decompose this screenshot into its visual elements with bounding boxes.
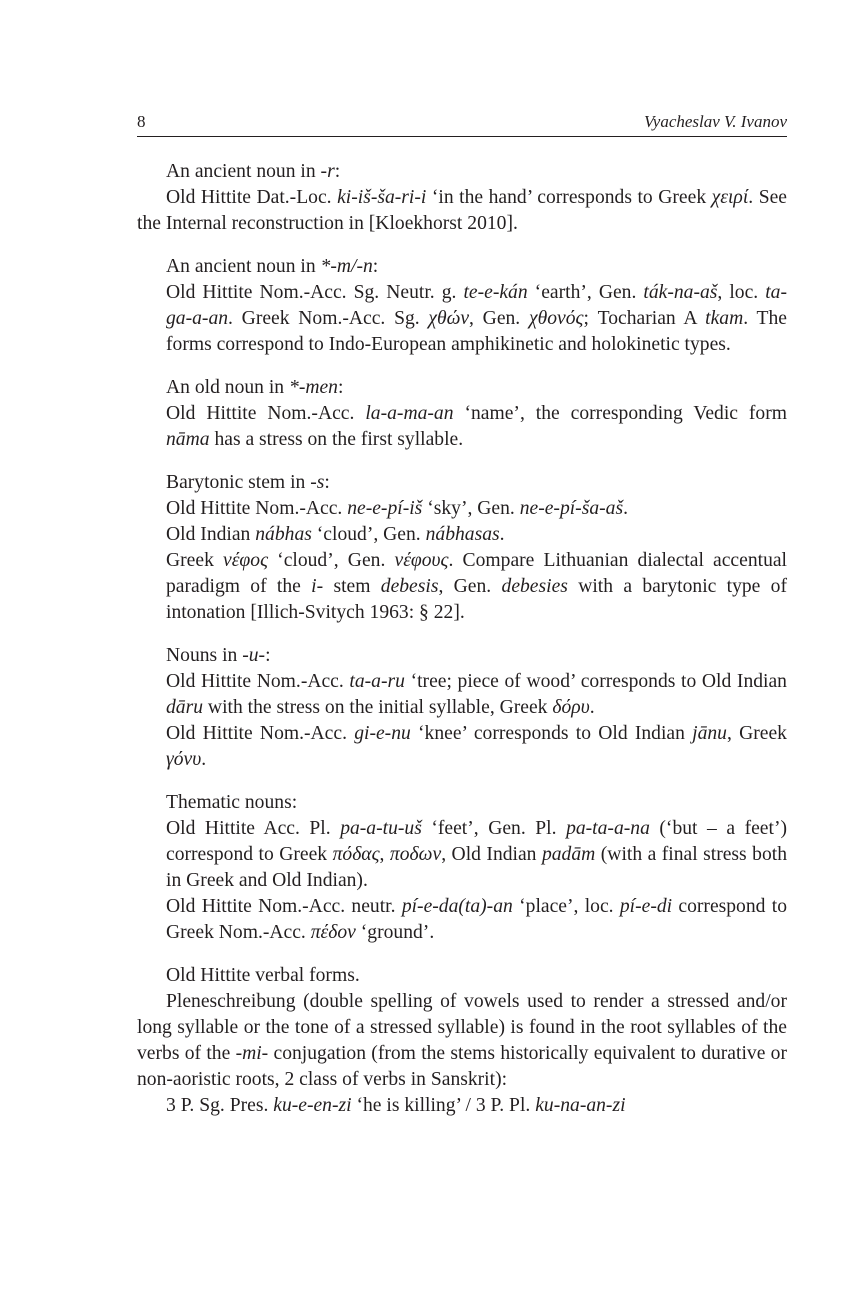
section-u-nouns <box>137 643 787 773</box>
paragraph: Greek νέφος ‘cloud’, Gen. νέφους. Compare Lithuanian dialectal accentual paradigm of the i- stem debesis, Gen. debesies with a barytonic type of intonation [Illich-Svitych 1963: § 22]. <box>166 550 788 623</box>
section-mn-noun <box>137 254 787 358</box>
section-s-stem <box>137 470 787 626</box>
page-header <box>137 110 787 137</box>
paragraph: Old Hittite Nom.-Acc. neutr. pí-e-da(ta)-an ‘place’, loc. pí-e-di correspond to Greek Nom.-Acc. πέδον ‘ground’. <box>166 896 787 943</box>
running-title: Vyacheslav V. Ivanov <box>643 112 787 131</box>
paragraph: Old Indian nábhas ‘cloud’, Gen. nábhasas. <box>166 524 505 545</box>
paragraph: Old Hittite Acc. Pl. pa-a-tu-uš ‘feet’, Gen. Pl. pa-ta-a-na (‘but – a feet’) correspond to Greek πόδας, ποδων, Old Indian padām (with a final stress both in Greek and Old Indian). <box>166 818 787 891</box>
section-heading: Nouns in -u-: <box>166 645 271 666</box>
section-heading: Thematic nouns: <box>166 792 298 813</box>
paragraph: Pleneschreibung (double spelling of vowels used to render a stressed and/or long syllable or the tone of a stressed syllable) is found in the root syllables of the verbs of the -mi- conjugation (from the stems historically equivalent to durative or non-aoristic roots, 2 class of verbs in Sanskrit): <box>137 991 787 1090</box>
example-line: 3 P. Sg. Pres. ku-e-en-zi ‘he is killing’ / 3 P. Pl. ku-na-an-zi <box>166 1095 626 1116</box>
section-men-noun <box>137 375 787 453</box>
paragraph: Old Hittite Nom.-Acc. gi-e-nu ‘knee’ corresponds to Old Indian jānu, Greek γόνυ. <box>166 723 787 770</box>
body-text <box>137 159 787 1136</box>
section-verbal-forms <box>137 963 787 1119</box>
section-heading: An ancient noun in *-m/-n: <box>166 256 379 277</box>
paragraph: Old Hittite Nom.-Acc. Sg. Neutr. g. te-e-kán ‘earth’, Gen. ták-na-aš, loc. ta-ga-a-an. Greek Nom.-Acc. Sg. χθών, Gen. χθονός; Tocharian A tkam. The forms correspond to Indo-European amphikinetic and holokinetic types. <box>166 282 787 355</box>
section-heading: An old noun in *-men: <box>166 377 344 398</box>
paragraph: Old Hittite Nom.-Acc. la-a-ma-an ‘name’, the corresponding Vedic form nāma has a stress on the first syllable. <box>166 403 787 450</box>
page-number: 8 <box>137 112 146 131</box>
section-heading: Barytonic stem in -s: <box>166 472 330 493</box>
paragraph: Old Hittite Nom.-Acc. ne-e-pí-iš ‘sky’, Gen. ne-e-pí-ša-aš. <box>166 498 628 519</box>
section-heading: An ancient noun in -r: <box>166 161 341 182</box>
paragraph: Old Hittite Dat.-Loc. ki-iš-ša-ri-i ‘in the hand’ corresponds to Greek χειρί. See the Internal reconstruction in [Kloekhorst 2010]. <box>137 187 787 234</box>
section-r-noun <box>137 159 787 237</box>
section-heading: Old Hittite verbal forms. <box>166 965 360 986</box>
section-thematic-nouns <box>137 790 787 946</box>
paragraph: Old Hittite Nom.-Acc. ta-a-ru ‘tree; piece of wood’ corresponds to Old Indian dāru with the stress on the initial syllable, Greek δόρυ. <box>166 671 787 718</box>
